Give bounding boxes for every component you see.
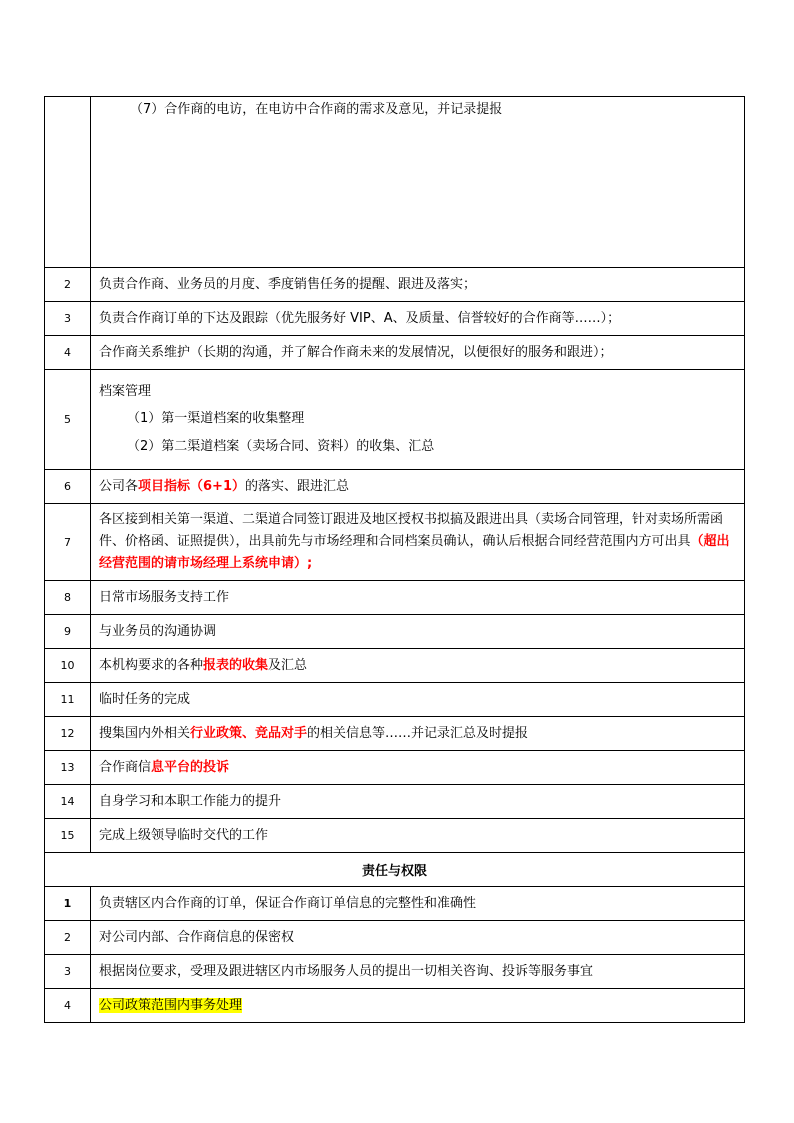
archive-title: 档案管理	[99, 383, 152, 399]
archive-item-2: （2）第二渠道档案（卖场合同、资料）的收集、汇总	[127, 438, 435, 454]
table-row	[45, 887, 745, 921]
table-row	[45, 470, 745, 504]
row-number: 14	[45, 785, 91, 819]
row-text: 对公司内部、合作商信息的保密权	[91, 921, 745, 955]
table-row	[45, 955, 745, 989]
row-number: 11	[45, 683, 91, 717]
section-header-row	[45, 853, 745, 887]
row-number: 4	[45, 336, 91, 370]
row-text: 合作商信息平台的投诉	[91, 751, 745, 785]
job-duties-table	[44, 96, 745, 1023]
table-row	[45, 921, 745, 955]
row-text: 搜集国内外相关行业政策、竞品对手的相关信息等……并记录汇总及时提报	[91, 717, 745, 751]
highlight-text: 项目指标（6+1）	[138, 478, 245, 494]
table-row	[45, 683, 745, 717]
row-text: 负责合作商订单的下达及跟踪（优先服务好 VIP、A、及质量、信誉较好的合作商等……）；	[91, 302, 745, 336]
row-text: 自身学习和本职工作能力的提升	[91, 785, 745, 819]
table-row	[45, 989, 745, 1023]
table-row	[45, 302, 745, 336]
row-number: 2	[45, 268, 91, 302]
row-text: 完成上级领导临时交代的工作	[91, 819, 745, 853]
highlight-text: 行业政策、竞品对手	[190, 725, 308, 741]
row-number: 13	[45, 751, 91, 785]
row-text: 各区接到相关第一渠道、二渠道合同签订跟进及地区授权书拟搞及跟进出具（卖场合同管理，针对卖场所需函件、价格函、证照提供），出具前先与市场经理和合同档案员确认，确认后根据合同经营范围内方可出具（超出经营范围的请市场经理上系统申请）;	[91, 504, 745, 581]
table-row	[45, 751, 745, 785]
row-text	[91, 370, 745, 470]
highlight-text: 报表的收集	[203, 657, 269, 673]
row-number	[45, 97, 91, 268]
row-text	[91, 989, 745, 1023]
row-number: 8	[45, 581, 91, 615]
row-text: 根据岗位要求，受理及跟进辖区内市场服务人员的提出一切相关咨询、投诉等服务事宜	[91, 955, 745, 989]
row-number: 5	[45, 370, 91, 470]
row-number: 3	[45, 302, 91, 336]
row-text: 公司各项目指标（6+1）的落实、跟进汇总	[91, 470, 745, 504]
table-row	[45, 97, 745, 268]
row-text: 合作商关系维护（长期的沟通，并了解合作商未来的发展情况，以便很好的服务和跟进）；	[91, 336, 745, 370]
table-row	[45, 581, 745, 615]
table-row	[45, 785, 745, 819]
highlight-text: （超出经营范围的请市场经理上系统申请）;	[99, 534, 730, 571]
table-row	[45, 717, 745, 751]
row-text: 临时任务的完成	[91, 683, 745, 717]
row-text: （7）合作商的电访，在电访中合作商的需求及意见，并记录提报	[91, 97, 745, 268]
row-number: 15	[45, 819, 91, 853]
row-number: 9	[45, 615, 91, 649]
table-row	[45, 615, 745, 649]
table-row	[45, 336, 745, 370]
row-text: 本机构要求的各种报表的收集及汇总	[91, 649, 745, 683]
row-number: 4	[45, 989, 91, 1023]
row-number: 12	[45, 717, 91, 751]
highlighted-text: 公司政策范围内事务处理	[99, 997, 243, 1013]
row-text: 日常市场服务支持工作	[91, 581, 745, 615]
table-row	[45, 370, 745, 470]
row-number: 2	[45, 921, 91, 955]
table-row	[45, 504, 745, 581]
highlight-text: 息平台的投诉	[151, 759, 230, 775]
row-text: 负责合作商、业务员的月度、季度销售任务的提醒、跟进及落实；	[91, 268, 745, 302]
row-number: 3	[45, 955, 91, 989]
row-text: 与业务员的沟通协调	[91, 615, 745, 649]
table-row	[45, 649, 745, 683]
table-row	[45, 268, 745, 302]
archive-item-1: （1）第一渠道档案的收集整理	[127, 410, 305, 426]
table-row	[45, 819, 745, 853]
row-number: 7	[45, 504, 91, 581]
row-number: 1	[45, 887, 91, 921]
row-text: 负责辖区内合作商的订单，保证合作商订单信息的完整性和准确性	[91, 887, 745, 921]
section-title: 责任与权限	[45, 853, 745, 887]
row-number: 6	[45, 470, 91, 504]
row-number: 10	[45, 649, 91, 683]
